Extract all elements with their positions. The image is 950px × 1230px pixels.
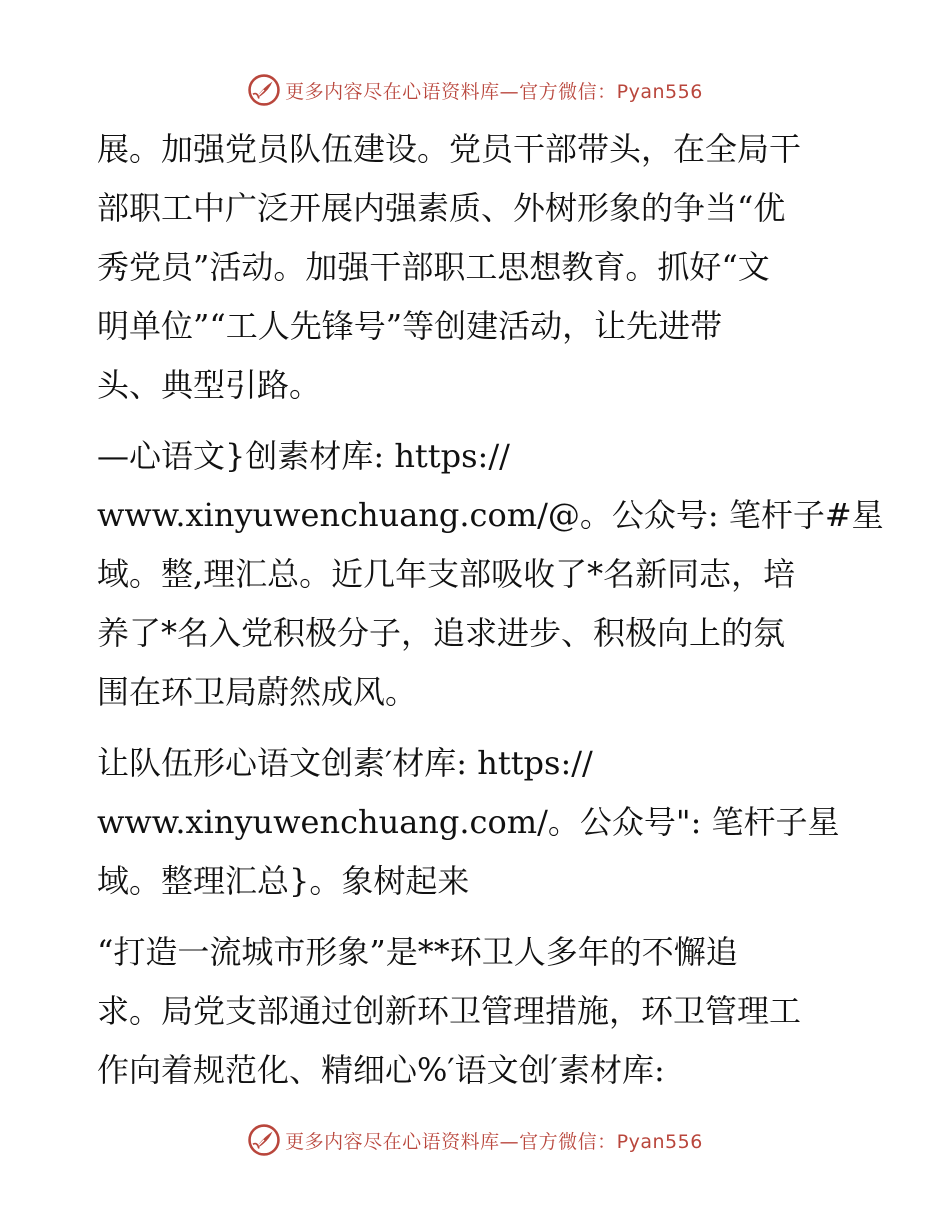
text-line: 求。局党支部通过创新环卫管理措施，环卫管理工 — [97, 992, 802, 1030]
footer-watermark-banner — [0, 1120, 950, 1160]
quill-pen-logo-icon — [247, 1123, 281, 1157]
quill-pen-logo-icon — [247, 73, 281, 107]
text-line: www.xinyuwenchuang.com/。公众号": 笔杆子星 — [97, 803, 840, 841]
watermark-text: 更多内容尽在心语资料库—官方微信：Pyan556 — [285, 80, 703, 103]
text-line: www.xinyuwenchuang.com/@。公众号: 笔杆子#星 — [97, 496, 884, 534]
text-line: 作向着规范化、精细心%′语文创′素材库: — [97, 1051, 665, 1089]
text-line: —心语文}创素材库: https:// — [97, 437, 510, 475]
text-line: “打造一流城市形象”是**环卫人多年的不懈追 — [97, 933, 738, 971]
text-line: 域。整理汇总}。象树起来 — [97, 862, 470, 900]
text-line: 明单位”“工人先锋号”等创建活动，让先进带 — [97, 307, 723, 345]
text-line: 头、典型引路。 — [97, 366, 322, 404]
paragraph — [97, 120, 857, 415]
header-watermark-banner — [0, 70, 950, 110]
paragraph — [97, 734, 857, 911]
document-body — [97, 120, 884, 1100]
text-line: 部职工中广泛开展内强素质、外树形象的争当“优 — [97, 189, 786, 227]
watermark-text: 更多内容尽在心语资料库—官方微信：Pyan556 — [285, 1130, 703, 1153]
text-line: 养了*名入党积极分子，追求进步、积极向上的氛 — [97, 614, 786, 652]
text-line: 让队伍形心语文创素′材库: https:// — [97, 744, 593, 782]
paragraph — [97, 923, 857, 1100]
text-line: 围在环卫局蔚然成风。 — [97, 673, 418, 711]
text-line: 展。加强党员队伍建设。党员干部带头，在全局干 — [97, 130, 802, 168]
text-line: 域。整,理汇总。近几年支部吸收了*名新同志，培 — [97, 555, 796, 593]
paragraph — [97, 427, 884, 722]
text-line: 秀党员”活动。加强干部职工思想教育。抓好“文 — [97, 248, 770, 286]
